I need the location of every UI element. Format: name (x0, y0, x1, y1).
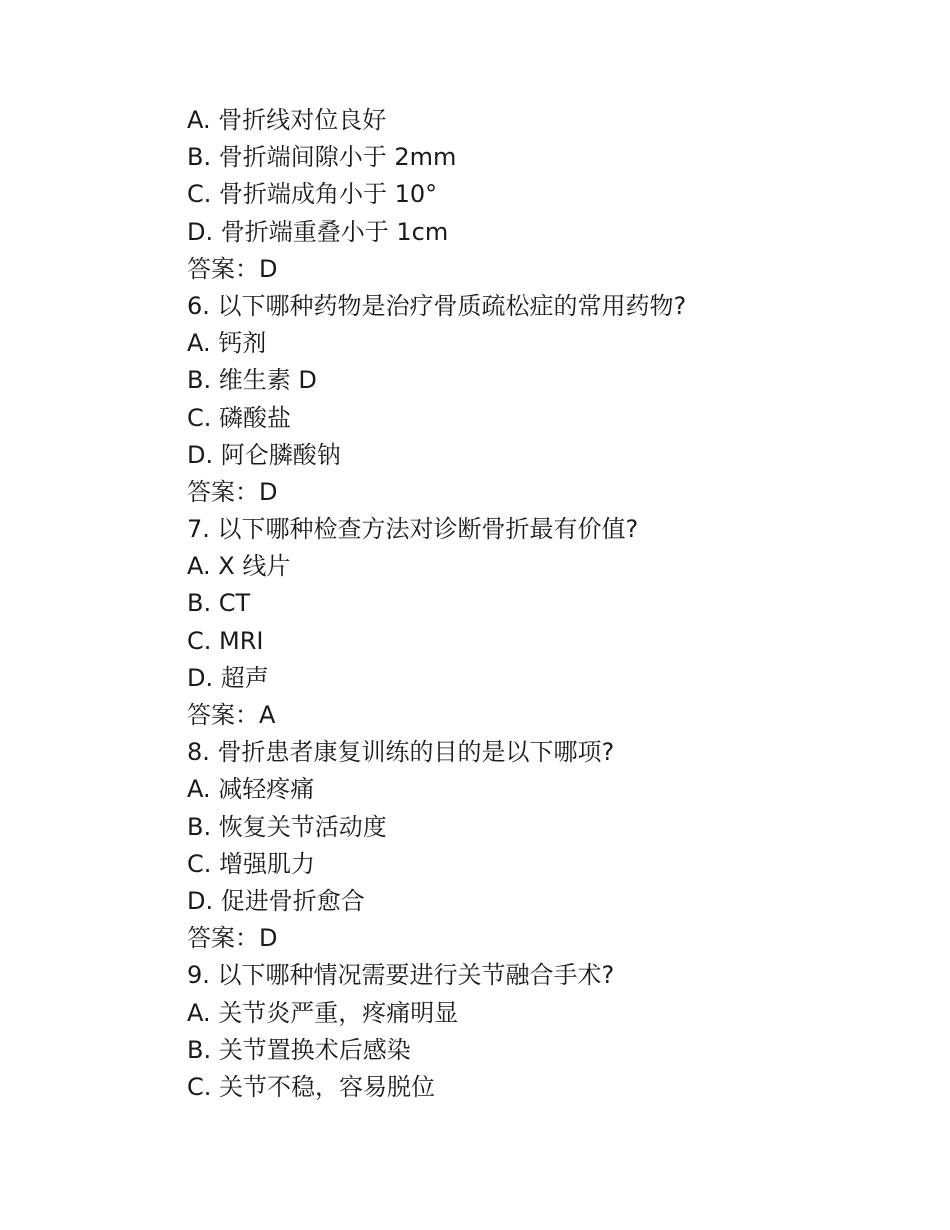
option-line: B. 维生素 D (187, 366, 317, 395)
option-line: D. 骨折端重叠小于 1cm (187, 217, 449, 246)
option-line: C. 增强肌力 (187, 849, 316, 878)
option-line: B. 关节置换术后感染 (187, 1035, 411, 1064)
document-body (187, 102, 887, 1106)
option-line: A. 减轻疼痛 (187, 775, 315, 804)
option-line: C. 骨折端成角小于 10° (187, 180, 438, 209)
option-line: D. 促进骨折愈合 (187, 886, 365, 915)
option-line: C. 磷酸盐 (187, 403, 292, 432)
option-line: C. MRI (187, 626, 264, 655)
answer-line: 答案：A (187, 701, 276, 729)
question-line: 8. 骨折患者康复训练的目的是以下哪项? (187, 738, 615, 767)
option-line: B. 恢复关节活动度 (187, 812, 387, 841)
option-line: B. CT (187, 589, 251, 618)
option-line: D. 阿仑膦酸钠 (187, 440, 341, 469)
question-line: 7. 以下哪种检查方法对诊断骨折最有价值? (187, 515, 639, 544)
answer-line: 答案：D (187, 477, 278, 506)
option-line: B. 骨折端间隙小于 2mm (187, 143, 457, 172)
option-line: D. 超声 (187, 663, 269, 692)
answer-line: 答案：D (187, 254, 278, 283)
option-line: A. 钙剂 (187, 329, 267, 358)
question-line: 6. 以下哪种药物是治疗骨质疏松症的常用药物? (187, 291, 687, 320)
answer-line: 答案：D (187, 924, 278, 953)
option-line: A. 骨折线对位良好 (187, 106, 387, 134)
option-line: C. 关节不稳，容易脱位 (187, 1072, 436, 1101)
option-line: A. X 线片 (187, 552, 291, 581)
option-line: A. 关节炎严重，疼痛明显 (187, 998, 459, 1027)
question-line: 9. 以下哪种情况需要进行关节融合手术? (187, 961, 615, 990)
